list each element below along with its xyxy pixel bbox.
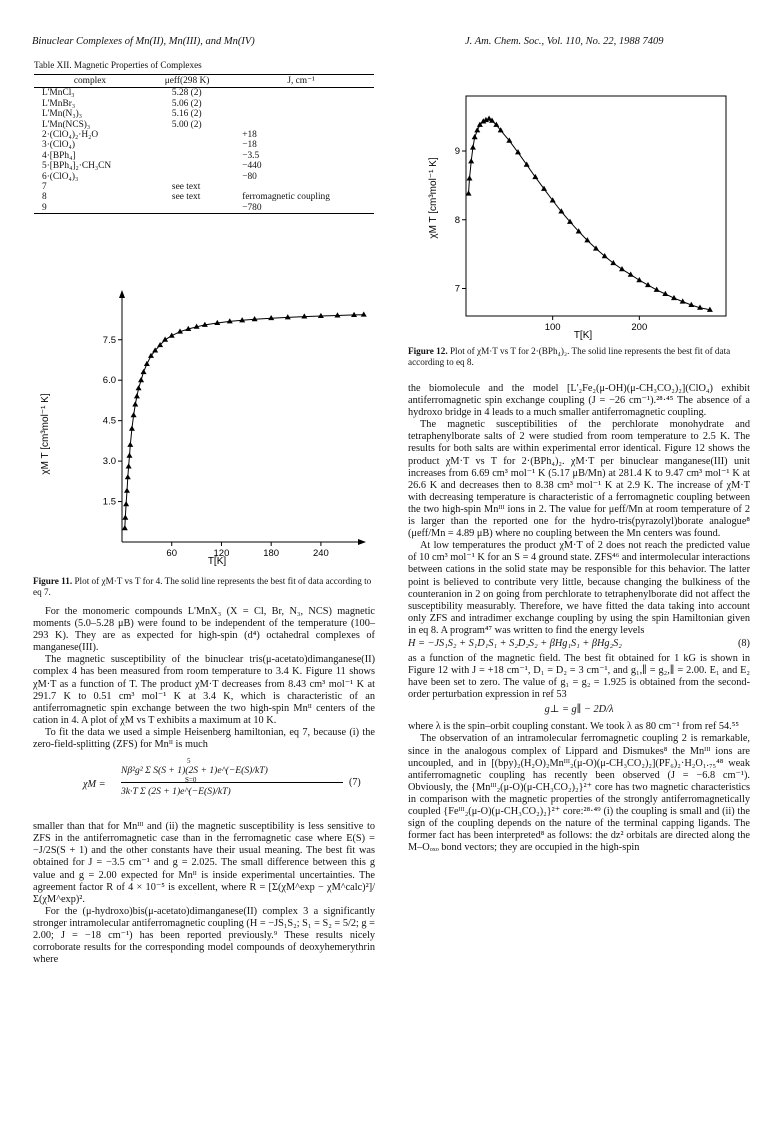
data-point (127, 442, 133, 447)
cell-mueff: 5.16 (2) (171, 109, 202, 120)
fit-line (469, 119, 710, 310)
right-paragraph-3: At low temperatures the product χM·T of 2 does not reach the predicted value of 10 cm³ mol⁻¹ K for an S = 4 ground state. ZFS⁴⁶ and intermolecular interactions between cations in the solid state may be responsible for this behavior. The latter point is believed to contribute very little, because changing the bulkiness of the counteranion in 2 on going from perchlorate to tetraphenylborate did not affect the susceptibility measurably. Therefore, we have fitted the data taking into account only ZFS and intradimer exchange coupling by using the spin Hamiltonian given in eq 8. A program⁴⁷ was written to find the energy levels (408, 540, 751, 636)
data-point (136, 385, 142, 390)
cell-complex: 2·(ClO₄)₂·H₂O (42, 130, 99, 141)
running-header-left: Binuclear Complexes of Mn(II), Mn(III), and Mn(IV) (32, 36, 255, 47)
table-row (34, 182, 374, 192)
right-column-text (408, 383, 750, 854)
cell-complex: 5·[BPh₄]₂·CH₃CN (42, 161, 112, 172)
col-complex: complex (34, 75, 146, 88)
data-point (472, 134, 478, 139)
right-paragraph-2: The magnetic susceptibilities of the perchlorate monohydrate and tetraphenylborate salts of 2 were studied from room temperature to 2.5 K. The results for both salts are within experimental error identical. Figure 12 shows the product χM·T vs T for 2·(BPh₄)₂. χM·T per binuclear manganese(III) unit increases from 6.69 cm³ mol⁻¹ K (5.17 μB/Mn) at 281.4 K to 9.47 cm³ mol⁻¹ K at 26.6 K and decreases then to 8.38 cm³ mol⁻¹ K at 2.9 K. The increase of χM·T with decreasing temperature is characteristic of a ferromagnetic coupling between the two high-spin Mnᴵᴵᴵ ions in 2. The value for μeff/Mn at room temperature of 2 is larger than the reported one for the hydro-tris(pyrazolyl)borate analogue⁸ (μeff/Mn = 4.89 μB) where no coupling between the Mn centers was found. (408, 419, 750, 540)
fig11-ylabel: χM T [cm³mol⁻¹ K] (40, 393, 51, 475)
eq8-body: H = −JS₁S₂ + S₁D₁S₁ + S₂D₂S₂ + βHg₁S₁ + βHg₂S₂ (408, 637, 622, 649)
cell-complex: L'Mn(NCS)₃ (42, 119, 91, 130)
fig11-caption-label: Figure 11. (33, 576, 73, 586)
data-point (470, 144, 476, 149)
cell-j: −3.5 (242, 150, 260, 161)
table-row (34, 140, 374, 150)
left-paragraph-1: For the monomeric compounds L'MnX₃ (X = Cl, Br, N₃, NCS) magnetic moments (5.0–5.28 μB) were found to be independent of the temperature (100–293 K). They are as expected for high-spin (d⁴) octahedral complexes of manganese(III). (33, 606, 375, 654)
table-row (34, 109, 374, 119)
data-point (124, 488, 130, 493)
cell-j: −80 (242, 171, 257, 182)
left-column-text (33, 606, 375, 966)
cell-j: −18 (242, 140, 257, 151)
cell-j (228, 88, 374, 99)
fig11-xlabel: T[K] (207, 556, 227, 567)
cell-complex: L'Mn(N₃)₃ (42, 109, 82, 120)
eq7-sum-top: 5 (187, 757, 191, 766)
fig12-ylabel: χM T [cm³mol⁻¹ K] (428, 157, 439, 239)
data-point (123, 501, 129, 506)
cell-mueff (146, 172, 228, 182)
cell-j: −780 (228, 203, 374, 214)
data-point (132, 401, 138, 406)
data-point (628, 272, 634, 277)
data-point (125, 474, 131, 479)
data-point (122, 515, 128, 520)
y-tick-label: 7 (454, 283, 460, 295)
table-row (34, 161, 374, 171)
eq7-numerator: Nβ²g² Σ S(S + 1)(2S + 1)e^(−E(S)/kT) (121, 765, 268, 777)
cell-complex: 7 (42, 182, 47, 193)
x-axis-arrow (358, 539, 366, 545)
cell-j (228, 99, 374, 109)
data-point (318, 313, 324, 318)
cell-mueff: 5.28 (2) (171, 88, 202, 99)
x-tick-label: 60 (166, 548, 178, 559)
plot-frame (466, 96, 726, 316)
y-tick-label: 4.5 (102, 415, 116, 427)
cell-mueff (146, 140, 228, 150)
cell-complex: 8 (42, 192, 47, 203)
data-point (610, 260, 616, 265)
data-point (138, 377, 144, 382)
cell-mueff: see text (171, 182, 201, 193)
cell-j (228, 109, 374, 119)
fig11-caption-text: Plot of χM·T vs T for 4. The solid line represents the best fit of data according to eq 7. (33, 576, 372, 597)
equation-g-perp: g⊥ = g∥ − 2D/λ (544, 704, 614, 716)
data-point (636, 277, 642, 282)
table-row (34, 203, 374, 214)
cell-mueff: see text (171, 192, 201, 203)
fig12-xlabel: T[K] (573, 330, 593, 341)
y-tick-label: 6.0 (102, 375, 116, 387)
figure-11-caption (33, 576, 375, 598)
data-point (162, 337, 168, 342)
magnetic-properties-table (34, 74, 374, 214)
table-row (34, 172, 374, 182)
x-tick-label: 180 (263, 548, 280, 559)
data-point (619, 266, 625, 271)
data-point (126, 463, 132, 468)
data-point (252, 316, 258, 321)
cell-mueff (146, 203, 228, 214)
data-point (285, 314, 291, 319)
cell-mueff (146, 130, 228, 140)
x-tick-label: 240 (312, 548, 329, 559)
table-row (34, 151, 374, 161)
cell-j: +18 (242, 130, 257, 141)
data-point (466, 175, 472, 180)
data-point (334, 312, 340, 317)
data-point (468, 158, 474, 163)
y-tick-label: 8 (454, 214, 460, 226)
data-point (129, 426, 135, 431)
data-point (141, 369, 147, 374)
figure-11-chart (30, 284, 375, 574)
eq7-lhs: χM = (83, 779, 106, 791)
cell-complex: 6·(ClO₄)₃ (42, 171, 79, 182)
cell-mueff: 5.00 (2) (171, 119, 202, 130)
cell-complex: 9 (34, 203, 146, 214)
figure-12-caption (408, 346, 750, 368)
cell-j: ferromagnetic coupling (242, 192, 330, 203)
cell-complex: 4·[BPh₄] (42, 150, 76, 161)
cell-j (228, 182, 374, 192)
cell-j (228, 120, 374, 130)
table-xii (34, 60, 374, 214)
data-point (474, 127, 480, 132)
left-paragraph-3: To fit the data we used a simple Heisenberg hamiltonian, eq 7, because (i) the zero-field-splitting (ZFS) for Mnᴵᴵ is much (33, 726, 375, 751)
fig12-caption-label: Figure 12. (408, 346, 448, 356)
eq7-sum-bottom: S=0 (185, 776, 197, 785)
left-paragraph-5: For the (μ-hydroxo)bis(μ-acetato)dimanganese(II) complex 3 a significantly stronger intramolecular antiferromagnetic coupling (H = −JS₁S₂; S₁ = S₂ = 5/2; g = 2.00; J = −18 cm⁻¹) has been reported previously.⁹ These results nicely corroborate results for the corresponding model compounds of deoxyhemerythrin where (33, 905, 375, 966)
left-paragraph-2: The magnetic susceptibility of the binuclear tris(μ-acetato)dimanganese(II) complex 4 has been measured from room temperature to 3.4 K. Figure 11 shows χM·T as a function of T. The product χM·T decreases from 8.43 cm³ mol⁻¹ K at 291.7 K to 0.51 cm³ mol⁻¹ K at 3.4 K, which is characteristic of an antiferromagnetic spin exchange between the two high-spin Mnᴵᴵ centers of the cation in 4. A plot of χM vs T exhibits a maximum at 10 K. (33, 654, 375, 726)
data-point (126, 453, 132, 458)
data-point (144, 361, 150, 366)
cell-mueff (146, 151, 228, 161)
y-tick-label: 1.5 (102, 496, 116, 508)
x-tick-label: 120 (213, 548, 230, 559)
table-row (34, 120, 374, 130)
col-mueff: μeff(298 K) (146, 75, 228, 88)
right-paragraph-1: the biomolecule and the model [L'₂Fe₂(μ-OH)(μ-CH₃CO₂)₂](ClO₄) exhibit antiferromagnetic spin exchange coupling (J = −26 cm⁻¹).²⁸·⁴⁵ The absence of a hydroxo bridge in 4 leads to a much smaller antiferromagnetic coupling. (408, 383, 750, 419)
data-point (131, 412, 137, 417)
right-paragraph-5: where λ is the spin–orbit coupling constant. We took λ as 80 cm⁻¹ from ref 54.⁵⁵ (408, 721, 739, 733)
data-point (361, 311, 367, 316)
table-row (34, 99, 374, 109)
left-paragraph-4: smaller than that for Mnᴵᴵᴵ and (ii) the magnetic susceptibility is less sensitive to ZFS in the antiferromagnetic case than in the ferromagnetic case where E(S) = −J/2S(S + 1) and the other constants have their usual meaning. The best fit was obtained for J = −3.5 cm⁻¹ and g = 2.025. The small difference between this g value and g = 2.00 expected for Mnᴵᴵ is inside experimental uncertainties. The agreement factor R of 4 × 10⁻⁵ is excellent, where R = [Σ(χM^exp − χM^calc)²]/Σ(χM^exp)². (33, 821, 375, 905)
data-point (134, 393, 140, 398)
y-tick-label: 3.0 (102, 456, 116, 468)
fig12-caption-text: Plot of χM·T vs T for 2·(BPh₄)₂. The solid line represents the best fit of data according to eq 8. (408, 346, 731, 367)
x-tick-label: 100 (544, 322, 561, 333)
eq7-fraction-bar (121, 782, 343, 783)
eq8-number: (8) (737, 637, 750, 649)
y-tick-label: 9 (454, 146, 460, 157)
table-title: Table XII. Magnetic Properties of Complexes (34, 60, 202, 70)
table-row (34, 192, 374, 202)
cell-complex: 3·(ClO₄) (42, 140, 75, 151)
cell-mueff (146, 161, 228, 171)
equation-8 (408, 637, 750, 653)
right-paragraph-4: as a function of the magnetic field. The best fit obtained for 1 kG is shown in Figure 12 with J = +18 cm⁻¹, D₁ = D₂ = 3 cm⁻¹, and g₁,∥ = g₂,∥ = 2.00. E₁ and E₂ have been set to zero. The value of g₁ = g₂ = 1.925 is obtained from the second-order perturbation expression in ref 53 (408, 652, 750, 701)
data-point (301, 313, 307, 318)
x-tick-label: 200 (631, 322, 648, 333)
cell-complex: L'MnCl₃ (42, 88, 75, 99)
data-point (351, 312, 357, 317)
running-header-right: J. Am. Chem. Soc., Vol. 110, No. 22, 1988 7409 (465, 36, 664, 47)
eq7-denominator: 3k·T Σ (2S + 1)e^(−E(S)/kT) (121, 786, 231, 798)
right-paragraph-6: The observation of an intramolecular ferromagnetic coupling 2 is remarkable, since in the analogous complex of Lippard and Dismukes⁸ the Mnᴵᴵᴵ ions are uncoupled, and in [(bpy)₂(H₂O)₂Mnᴵᴵᴵ₂(μ-O)(μ-CH₃CO₂)₂](PF₆)₂·H₂O₁.₇₅⁴⁸ weak antiferromagnetic coupling has recently been observed (J = −6.8 cm⁻¹). Obviously, the {Mnᴵᴵᴵ₂(μ-O)(μ-CH₃CO₂)₂}²⁺ core has two magnetic characteristics in comparison with the magnetic properties of the strongly antiferromagnetically coupled {Feᴵᴵᴵ₂(μ-O)(μ-CH₃CO₂)₂}²⁺ core:²⁸·⁴⁹ (i) the coupling is small and (ii) the sign of the coupling depends on the nature of the terminal capping ligands. The former fact has been interpreted⁸ as follows: the dz² orbitals are directed along the M–Oₒₓₒ bond vectors; they are occupied in the high-spin (408, 733, 750, 854)
col-j: J, cm⁻¹ (228, 75, 374, 88)
eq7-number: (7) (349, 777, 361, 789)
cell-j: −440 (242, 161, 262, 172)
table-row (34, 130, 374, 140)
equation-7 (33, 753, 375, 819)
table-row (34, 88, 374, 99)
y-axis-arrow (119, 290, 125, 298)
figure-12-chart (418, 88, 744, 344)
data-point (268, 315, 274, 320)
y-tick-label: 7.5 (102, 334, 116, 346)
cell-complex: L'MnBr₃ (42, 98, 76, 109)
data-point (122, 525, 128, 530)
cell-mueff: 5.06 (2) (171, 98, 202, 109)
